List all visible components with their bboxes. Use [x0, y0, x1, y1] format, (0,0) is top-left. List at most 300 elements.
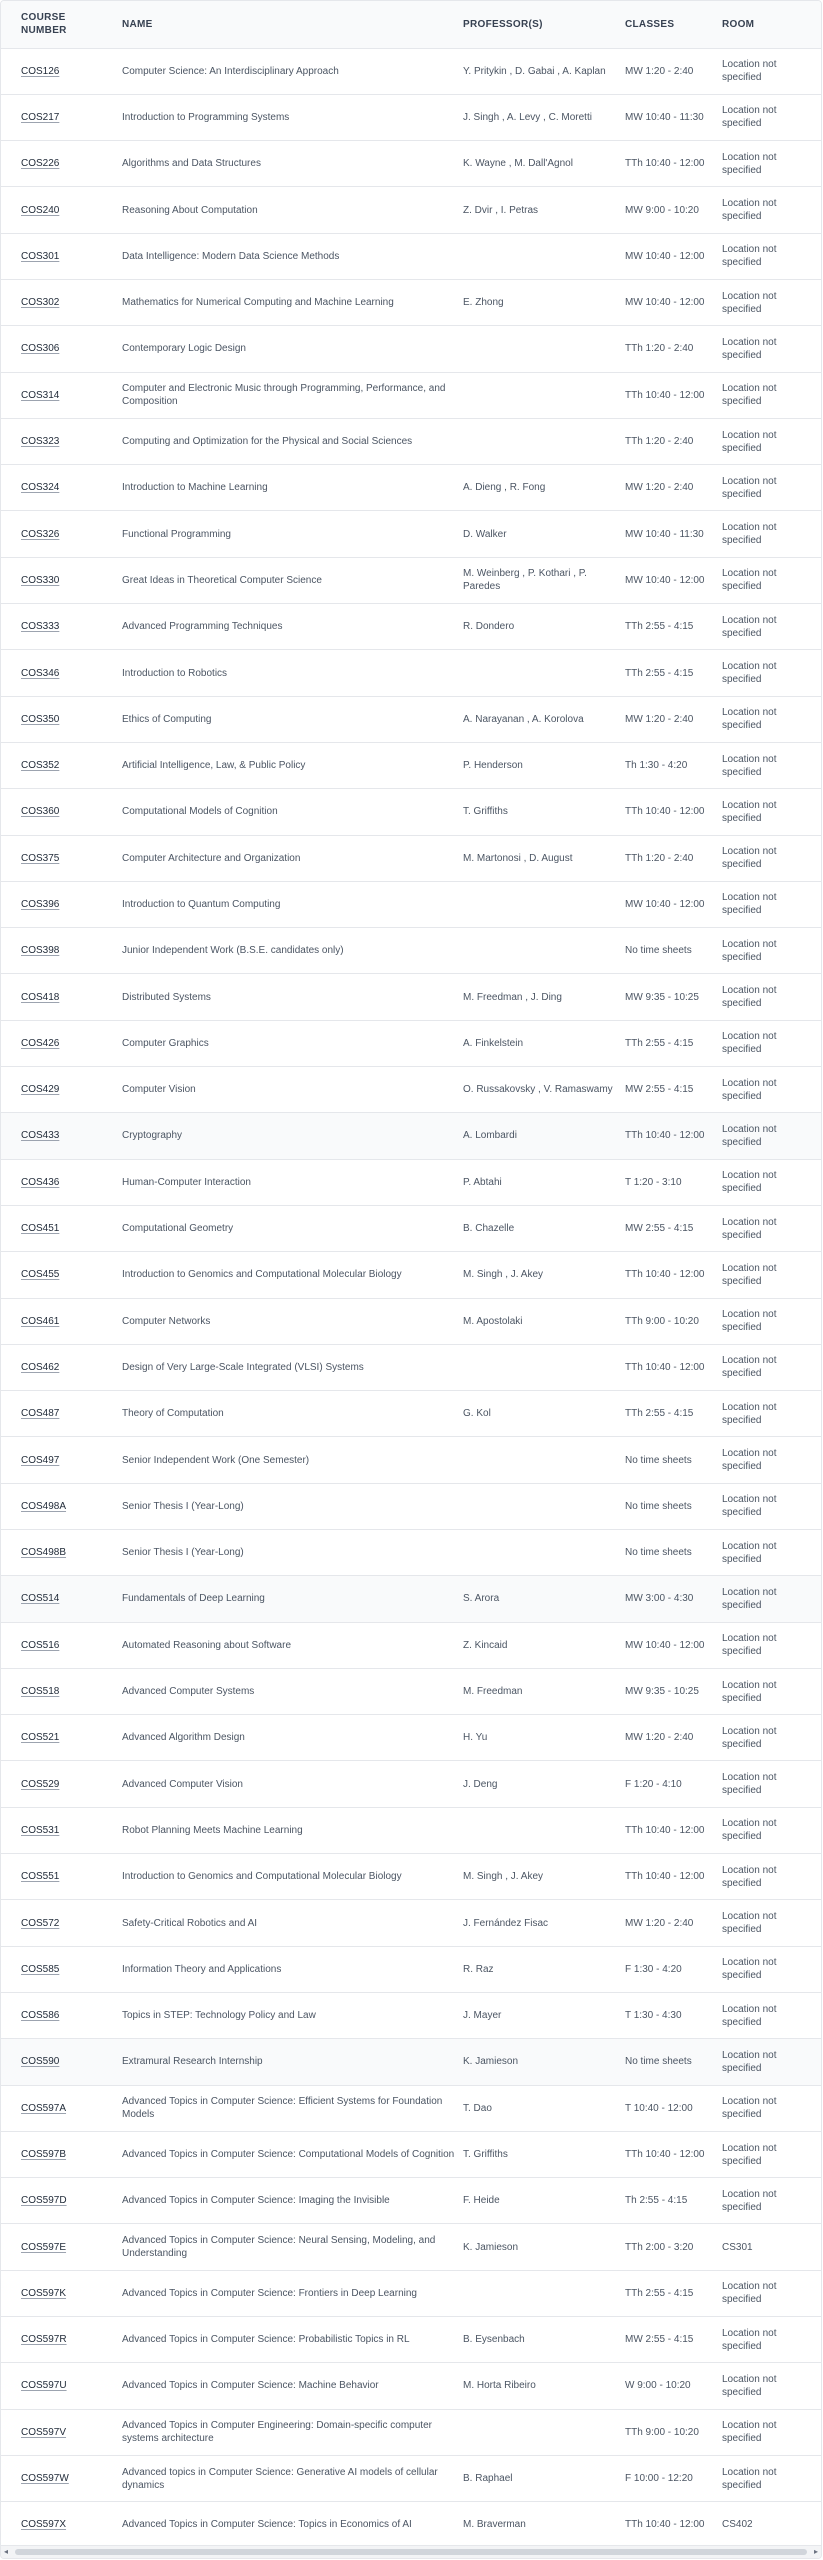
table-row: [1, 1576, 822, 1622]
course-number-cell: [1, 511, 122, 557]
course-number-link[interactable]: COS585: [21, 1963, 60, 1975]
course-number-link[interactable]: COS451: [21, 1223, 60, 1235]
classes-cell: TTh 10:40 - 12:00: [625, 2149, 705, 2160]
room-cell: Location not specified: [722, 1494, 777, 1519]
course-number-link[interactable]: COS597A: [21, 2102, 67, 2114]
classes-cell: TTh 2:00 - 3:20: [625, 2241, 694, 2253]
course-number-link[interactable]: COS324: [21, 482, 60, 494]
classes-cell: No time sheets: [625, 1454, 692, 1466]
professors-cell: [463, 326, 625, 372]
course-number-link[interactable]: COS426: [21, 1037, 60, 1049]
professors-cell: K. Wayne , M. Dall'Agnol: [463, 158, 573, 170]
course-number-link[interactable]: COS455: [21, 1269, 60, 1281]
course-name-cell: Advanced Topics in Computer Engineering: Domain-specific computer systems architecture: [122, 2420, 432, 2445]
table-row: [1, 2039, 822, 2085]
course-number-link[interactable]: COS352: [21, 760, 60, 772]
course-number-link[interactable]: COS518: [21, 1686, 60, 1698]
classes-cell: MW 1:20 - 2:40: [625, 713, 694, 725]
classes-cell: TTh 10:40 - 12:00: [625, 389, 705, 401]
course-number-link[interactable]: COS597K: [21, 2287, 67, 2299]
room-cell: Location not specified: [722, 2142, 777, 2167]
course-number-link[interactable]: COS301: [21, 250, 60, 262]
course-name-cell: Design of Very Large-Scale Integrated (VLSI) Systems: [122, 1361, 364, 1373]
course-number-cell: [1, 141, 122, 187]
course-number-cell: [1, 557, 122, 603]
scroll-left-arrow-icon[interactable]: ◂: [4, 2547, 9, 2556]
course-number-cell: [1, 1622, 122, 1668]
course-number-link[interactable]: COS240: [21, 204, 60, 216]
course-name-cell: Great Ideas in Theoretical Computer Science: [122, 574, 322, 586]
table-row: [1, 789, 822, 835]
course-number-link[interactable]: COS429: [21, 1084, 60, 1096]
table-row: [1, 881, 822, 927]
classes-cell: W 9:00 - 10:20: [625, 2380, 691, 2392]
course-number-link[interactable]: COS314: [21, 389, 60, 401]
classes-cell: MW 10:40 - 12:00: [625, 1639, 705, 1651]
classes-cell: No time sheets: [625, 1500, 692, 1512]
course-number-link[interactable]: COS396: [21, 898, 60, 910]
classes-cell: TTh 1:20 - 2:40: [625, 436, 694, 448]
course-number-link[interactable]: COS521: [21, 1732, 60, 1744]
room-cell: Location not specified: [722, 1818, 777, 1843]
classes-cell: MW 2:55 - 4:15: [625, 1223, 694, 1235]
table-row: [1, 1159, 822, 1205]
course-number-link[interactable]: COS436: [21, 1176, 60, 1188]
classes-cell: No time sheets: [625, 1547, 692, 1559]
course-number-cell: [1, 2178, 122, 2224]
room-cell: Location not specified: [722, 799, 777, 824]
course-number-link[interactable]: COS360: [21, 806, 60, 818]
horizontal-scrollbar[interactable]: [1, 2545, 821, 2558]
course-number-cell: [1, 1298, 122, 1344]
room-cell: Location not specified: [722, 1031, 777, 1056]
professors-cell: G. Kol: [463, 1408, 491, 1420]
course-number-link[interactable]: COS597D: [21, 2195, 67, 2207]
table-row: [1, 835, 822, 881]
course-name-cell: Contemporary Logic Design: [122, 343, 246, 355]
classes-cell: MW 1:20 - 2:40: [625, 482, 694, 494]
classes-cell: TTh 10:40 - 12:00: [625, 158, 705, 170]
course-number-cell: [1, 1483, 122, 1529]
course-name-cell: Advanced Topics in Computer Science: Efficient Systems for Foundation Models: [122, 2096, 443, 2121]
course-number-cell: [1, 1067, 122, 1113]
table-row: [1, 1992, 822, 2038]
professors-cell: J. Fernández Fisac: [463, 1917, 549, 1929]
course-name-cell: Advanced Computer Systems: [122, 1686, 255, 1698]
classes-cell: F 10:00 - 12:20: [625, 2473, 693, 2485]
room-cell: Location not specified: [722, 1355, 777, 1380]
classes-cell: T 1:20 - 3:10: [625, 1176, 682, 1188]
classes-cell: MW 1:20 - 2:40: [625, 65, 694, 77]
classes-cell: MW 10:40 - 11:30: [625, 111, 704, 123]
course-name-cell: Computer and Electronic Music through Programming, Performance, and Composition: [122, 383, 446, 408]
professors-cell: Z. Kincaid: [463, 1639, 508, 1651]
classes-cell: TTh 10:40 - 12:00: [625, 2519, 705, 2531]
table-row: [1, 2317, 822, 2363]
room-cell: Location not specified: [722, 1448, 777, 1473]
room-cell: Location not specified: [722, 1123, 777, 1148]
course-name-cell: Reasoning About Computation: [122, 204, 258, 216]
table-row: [1, 141, 822, 187]
course-name-cell: Advanced topics in Computer Science: Generative AI models of cellular dynamics: [122, 2466, 438, 2491]
course-number-cell: [1, 1205, 122, 1251]
classes-cell: MW 9:00 - 10:20: [625, 204, 699, 216]
course-name-cell: Robot Planning Meets Machine Learning: [122, 1824, 303, 1836]
table-row: [1, 1761, 822, 1807]
header-name[interactable]: NAME: [122, 1, 463, 48]
table-row: [1, 604, 822, 650]
course-name-cell: Computer Architecture and Organization: [122, 852, 301, 864]
course-number-link[interactable]: COS597W: [21, 2473, 69, 2485]
course-number-cell: [1, 372, 122, 418]
table-header: [1, 1, 822, 48]
room-cell: Location not specified: [722, 846, 777, 871]
course-name-cell: Automated Reasoning about Software: [122, 1639, 291, 1651]
course-number-link[interactable]: COS217: [21, 111, 60, 123]
course-number-cell: [1, 2409, 122, 2455]
classes-cell: MW 1:20 - 2:40: [625, 1917, 694, 1929]
course-name-cell: Distributed Systems: [122, 991, 211, 1003]
room-cell: Location not specified: [722, 105, 777, 130]
classes-cell: TTh 9:00 - 10:20: [625, 2426, 699, 2438]
course-name-cell: Computer Graphics: [122, 1037, 209, 1049]
table-row: [1, 1067, 822, 1113]
room-cell: Location not specified: [722, 1725, 777, 1750]
professors-cell: T. Griffiths: [463, 806, 508, 818]
course-number-link[interactable]: COS586: [21, 2010, 60, 2022]
table-row: [1, 1530, 822, 1576]
table-row: [1, 1020, 822, 1066]
classes-cell: TTh 2:55 - 4:15: [625, 2287, 694, 2299]
course-name-cell: Introduction to Genomics and Computational Molecular Biology: [122, 1269, 402, 1281]
course-number-cell: [1, 465, 122, 511]
table-row: [1, 279, 822, 325]
course-name-cell: Advanced Topics in Computer Science: Frontiers in Deep Learning: [122, 2287, 417, 2299]
classes-cell: MW 10:40 - 12:00: [625, 898, 705, 910]
table-row: [1, 1437, 822, 1483]
course-number-cell: [1, 1530, 122, 1576]
table-row: [1, 2409, 822, 2455]
professors-cell: A. Finkelstein: [463, 1037, 524, 1049]
room-cell: Location not specified: [722, 892, 777, 917]
room-cell: Location not specified: [722, 1911, 777, 1936]
course-number-cell: [1, 418, 122, 464]
classes-cell: No time sheets: [625, 2056, 692, 2068]
course-name-cell: Safety-Critical Robotics and AI: [122, 1917, 258, 1929]
classes-cell: TTh 10:40 - 12:00: [625, 1871, 705, 1883]
room-cell: Location not specified: [722, 1309, 777, 1334]
professors-cell: Z. Dvir , I. Petras: [463, 204, 539, 216]
professors-cell: T. Dao: [463, 2102, 492, 2114]
room-cell: Location not specified: [722, 336, 777, 361]
classes-cell: F 1:20 - 4:10: [625, 1778, 682, 1790]
table-row: [1, 696, 822, 742]
course-number-link[interactable]: COS597V: [21, 2426, 67, 2438]
table-row: [1, 2502, 822, 2548]
header-course-number[interactable]: COURSE NUMBER: [1, 1, 122, 48]
classes-cell: MW 10:40 - 12:00: [625, 574, 705, 586]
scrollbar-thumb[interactable]: [15, 2549, 807, 2555]
course-name-cell: Introduction to Programming Systems: [122, 111, 290, 123]
course-number-cell: [1, 1113, 122, 1159]
header-row: [1, 1, 822, 48]
classes-cell: MW 10:40 - 12:00: [625, 297, 705, 309]
classes-cell: F 1:30 - 4:20: [625, 1963, 682, 1975]
room-cell: Location not specified: [722, 1772, 777, 1797]
table-row: [1, 974, 822, 1020]
room-cell: Location not specified: [722, 429, 777, 454]
room-cell: Location not specified: [722, 59, 777, 84]
course-name-cell: Data Intelligence: Modern Data Science Methods: [122, 250, 340, 262]
professors-cell: K. Jamieson: [463, 2241, 519, 2253]
room-cell: Location not specified: [722, 1401, 777, 1426]
room-cell: Location not specified: [722, 2466, 777, 2491]
course-number-link[interactable]: COS531: [21, 1824, 60, 1836]
course-number-link[interactable]: COS590: [21, 2056, 60, 2068]
course-number-cell: [1, 1668, 122, 1714]
table-row: [1, 418, 822, 464]
course-number-cell: [1, 2039, 122, 2085]
course-number-cell: [1, 974, 122, 1020]
course-number-cell: [1, 1992, 122, 2038]
room-cell: Location not specified: [722, 614, 777, 639]
professors-cell: F. Heide: [463, 2195, 500, 2207]
header-classes[interactable]: CLASSES: [625, 1, 722, 48]
course-number-cell: [1, 1252, 122, 1298]
professors-cell: [463, 418, 625, 464]
course-number-link[interactable]: COS597B: [21, 2149, 67, 2160]
professors-cell: [463, 1344, 625, 1390]
room-cell: CS402: [722, 2519, 753, 2531]
course-number-link[interactable]: COS398: [21, 945, 60, 957]
course-number-link[interactable]: COS498B: [21, 1547, 67, 1559]
classes-cell: T 10:40 - 12:00: [625, 2102, 693, 2114]
course-number-cell: [1, 1854, 122, 1900]
room-cell: Location not specified: [722, 2003, 777, 2028]
course-number-link[interactable]: COS333: [21, 621, 60, 633]
room-cell: Location not specified: [722, 985, 777, 1010]
room-cell: Location not specified: [722, 1077, 777, 1102]
course-name-cell: Artificial Intelligence, Law, & Public Policy: [122, 760, 306, 772]
table-row: [1, 1854, 822, 1900]
course-number-cell: [1, 1946, 122, 1992]
scroll-right-arrow-icon[interactable]: ▸: [813, 2547, 818, 2556]
header-room[interactable]: ROOM: [722, 1, 822, 48]
course-number-link[interactable]: COS330: [21, 574, 60, 586]
course-number-cell: [1, 187, 122, 233]
classes-cell: TTh 10:40 - 12:00: [625, 1824, 705, 1836]
course-number-cell: [1, 2224, 122, 2270]
professors-cell: [463, 881, 625, 927]
course-number-cell: [1, 2502, 122, 2548]
header-professors[interactable]: PROFESSOR(S): [463, 1, 625, 48]
room-cell: Location not specified: [722, 1633, 777, 1658]
course-number-link[interactable]: COS551: [21, 1871, 60, 1883]
course-number-link[interactable]: COS346: [21, 667, 60, 679]
course-number-cell: [1, 2131, 122, 2177]
course-name-cell: Introduction to Robotics: [122, 667, 228, 679]
course-name-cell: Advanced Topics in Computer Science: Computational Models of Cognition: [122, 2149, 455, 2160]
course-number-cell: [1, 1761, 122, 1807]
course-number-cell: [1, 94, 122, 140]
professors-cell: [463, 1807, 625, 1853]
table-row: [1, 233, 822, 279]
table-row: [1, 372, 822, 418]
professors-cell: [463, 372, 625, 418]
table-row: [1, 187, 822, 233]
course-name-cell: Cryptography: [122, 1130, 183, 1142]
table-row: [1, 557, 822, 603]
table-row: [1, 1946, 822, 1992]
course-number-link[interactable]: COS126: [21, 65, 60, 77]
course-number-link[interactable]: COS433: [21, 1130, 60, 1142]
course-number-link[interactable]: COS572: [21, 1917, 60, 1929]
course-number-cell: [1, 2455, 122, 2501]
course-number-link[interactable]: COS226: [21, 158, 60, 170]
table-row: [1, 1344, 822, 1390]
course-number-link[interactable]: COS306: [21, 343, 60, 355]
classes-cell: MW 1:20 - 2:40: [625, 1732, 694, 1744]
course-name-cell: Advanced Programming Techniques: [122, 621, 283, 633]
room-cell: Location not specified: [722, 707, 777, 732]
classes-cell: TTh 10:40 - 12:00: [625, 1361, 705, 1373]
course-name-cell: Computational Models of Cognition: [122, 806, 278, 818]
professors-cell: A. Narayanan , A. Korolova: [463, 713, 584, 725]
professors-cell: P. Abtahi: [463, 1176, 502, 1188]
course-number-cell: [1, 48, 122, 94]
course-number-cell: [1, 279, 122, 325]
room-cell: Location not specified: [722, 198, 777, 223]
professors-cell: M. Singh , J. Akey: [463, 1269, 544, 1281]
table-row: [1, 1715, 822, 1761]
classes-cell: TTh 10:40 - 12:00: [625, 806, 705, 818]
course-name-cell: Computer Networks: [122, 1315, 211, 1327]
table-row: [1, 1807, 822, 1853]
course-number-link[interactable]: COS514: [21, 1593, 60, 1605]
course-name-cell: Mathematics for Numerical Computing and Machine Learning: [122, 297, 394, 309]
professors-cell: [463, 1530, 625, 1576]
classes-cell: MW 10:40 - 11:30: [625, 528, 704, 540]
professors-cell: M. Horta Ribeiro: [463, 2380, 536, 2392]
room-cell: Location not specified: [722, 522, 777, 547]
course-name-cell: Computer Vision: [122, 1084, 196, 1096]
course-name-cell: Theory of Computation: [122, 1408, 224, 1420]
classes-cell: TTh 9:00 - 10:20: [625, 1315, 699, 1327]
professors-cell: M. Braverman: [463, 2519, 526, 2531]
classes-cell: T 1:30 - 4:30: [625, 2010, 682, 2022]
professors-cell: Y. Pritykin , D. Gabai , A. Kaplan: [463, 65, 606, 77]
course-number-link[interactable]: COS323: [21, 436, 60, 448]
course-number-cell: [1, 742, 122, 788]
course-number-link[interactable]: COS497: [21, 1454, 60, 1466]
classes-cell: No time sheets: [625, 945, 692, 957]
course-number-link[interactable]: COS597U: [21, 2380, 67, 2392]
course-number-cell: [1, 1020, 122, 1066]
course-number-link[interactable]: COS302: [21, 297, 60, 309]
course-number-link[interactable]: COS597E: [21, 2241, 67, 2253]
professors-cell: H. Yu: [463, 1732, 488, 1744]
course-number-link[interactable]: COS350: [21, 713, 60, 725]
table-row: [1, 48, 822, 94]
professors-cell: A. Lombardi: [463, 1130, 517, 1142]
room-cell: Location not specified: [722, 1170, 777, 1195]
table-row: [1, 511, 822, 557]
professors-cell: R. Raz: [463, 1963, 494, 1975]
room-cell: CS301: [722, 2241, 753, 2253]
course-number-link[interactable]: COS487: [21, 1408, 60, 1420]
course-number-link[interactable]: COS462: [21, 1361, 60, 1373]
classes-cell: MW 9:35 - 10:25: [625, 991, 699, 1003]
course-name-cell: Topics in STEP: Technology Policy and Law: [122, 2010, 316, 2022]
course-name-cell: Advanced Topics in Computer Science: Topics in Economics of AI: [122, 2519, 412, 2531]
classes-cell: MW 9:35 - 10:25: [625, 1686, 699, 1698]
course-number-cell: [1, 835, 122, 881]
course-number-cell: [1, 2085, 122, 2131]
table-body: [1, 48, 822, 2548]
table-row: [1, 2363, 822, 2409]
course-number-cell: [1, 789, 122, 835]
professors-cell: B. Eysenbach: [463, 2334, 525, 2346]
table-row: [1, 1900, 822, 1946]
professors-cell: [463, 1437, 625, 1483]
course-number-cell: [1, 1344, 122, 1390]
professors-cell: B. Raphael: [463, 2473, 513, 2485]
course-number-link[interactable]: COS597X: [21, 2519, 67, 2531]
professors-cell: M. Weinberg , P. Kothari , P. Paredes: [463, 568, 587, 593]
professors-cell: B. Chazelle: [463, 1223, 515, 1235]
room-cell: Location not specified: [722, 1262, 777, 1287]
course-number-cell: [1, 1391, 122, 1437]
course-name-cell: Information Theory and Applications: [122, 1963, 282, 1975]
course-number-link[interactable]: COS498A: [21, 1500, 67, 1512]
table-row: [1, 1298, 822, 1344]
professors-cell: A. Dieng , R. Fong: [463, 482, 546, 494]
course-table: [1, 1, 822, 2549]
course-name-cell: Advanced Topics in Computer Science: Probabilistic Topics in RL: [122, 2334, 410, 2346]
professors-cell: J. Mayer: [463, 2010, 502, 2022]
course-number-link[interactable]: COS418: [21, 991, 60, 1003]
professors-cell: J. Singh , A. Levy , C. Moretti: [463, 111, 592, 123]
table-row: [1, 2085, 822, 2131]
professors-cell: J. Deng: [463, 1778, 498, 1790]
course-number-cell: [1, 2363, 122, 2409]
course-number-cell: [1, 1437, 122, 1483]
table-row: [1, 1483, 822, 1529]
course-number-link[interactable]: COS529: [21, 1778, 60, 1790]
professors-cell: M. Freedman: [463, 1686, 523, 1698]
course-name-cell: Senior Thesis I (Year-Long): [122, 1547, 244, 1559]
professors-cell: M. Martonosi , D. August: [463, 852, 573, 864]
course-number-link[interactable]: COS597R: [21, 2334, 67, 2346]
course-number-cell: [1, 2270, 122, 2316]
course-number-cell: [1, 928, 122, 974]
course-number-link[interactable]: COS375: [21, 852, 60, 864]
course-number-link[interactable]: COS516: [21, 1639, 60, 1651]
course-number-link[interactable]: COS326: [21, 528, 60, 540]
course-name-cell: Human-Computer Interaction: [122, 1176, 251, 1188]
room-cell: Location not specified: [722, 753, 777, 778]
professors-cell: M. Apostolaki: [463, 1315, 523, 1327]
course-name-cell: Senior Thesis I (Year-Long): [122, 1500, 244, 1512]
course-name-cell: Introduction to Quantum Computing: [122, 898, 281, 910]
professors-cell: O. Russakovsky , V. Ramaswamy: [463, 1084, 613, 1096]
course-name-cell: Ethics of Computing: [122, 713, 212, 725]
table-row: [1, 1113, 822, 1159]
professors-cell: [463, 928, 625, 974]
classes-cell: TTh 1:20 - 2:40: [625, 852, 694, 864]
room-cell: Location not specified: [722, 2188, 777, 2213]
course-number-link[interactable]: COS461: [21, 1315, 60, 1327]
